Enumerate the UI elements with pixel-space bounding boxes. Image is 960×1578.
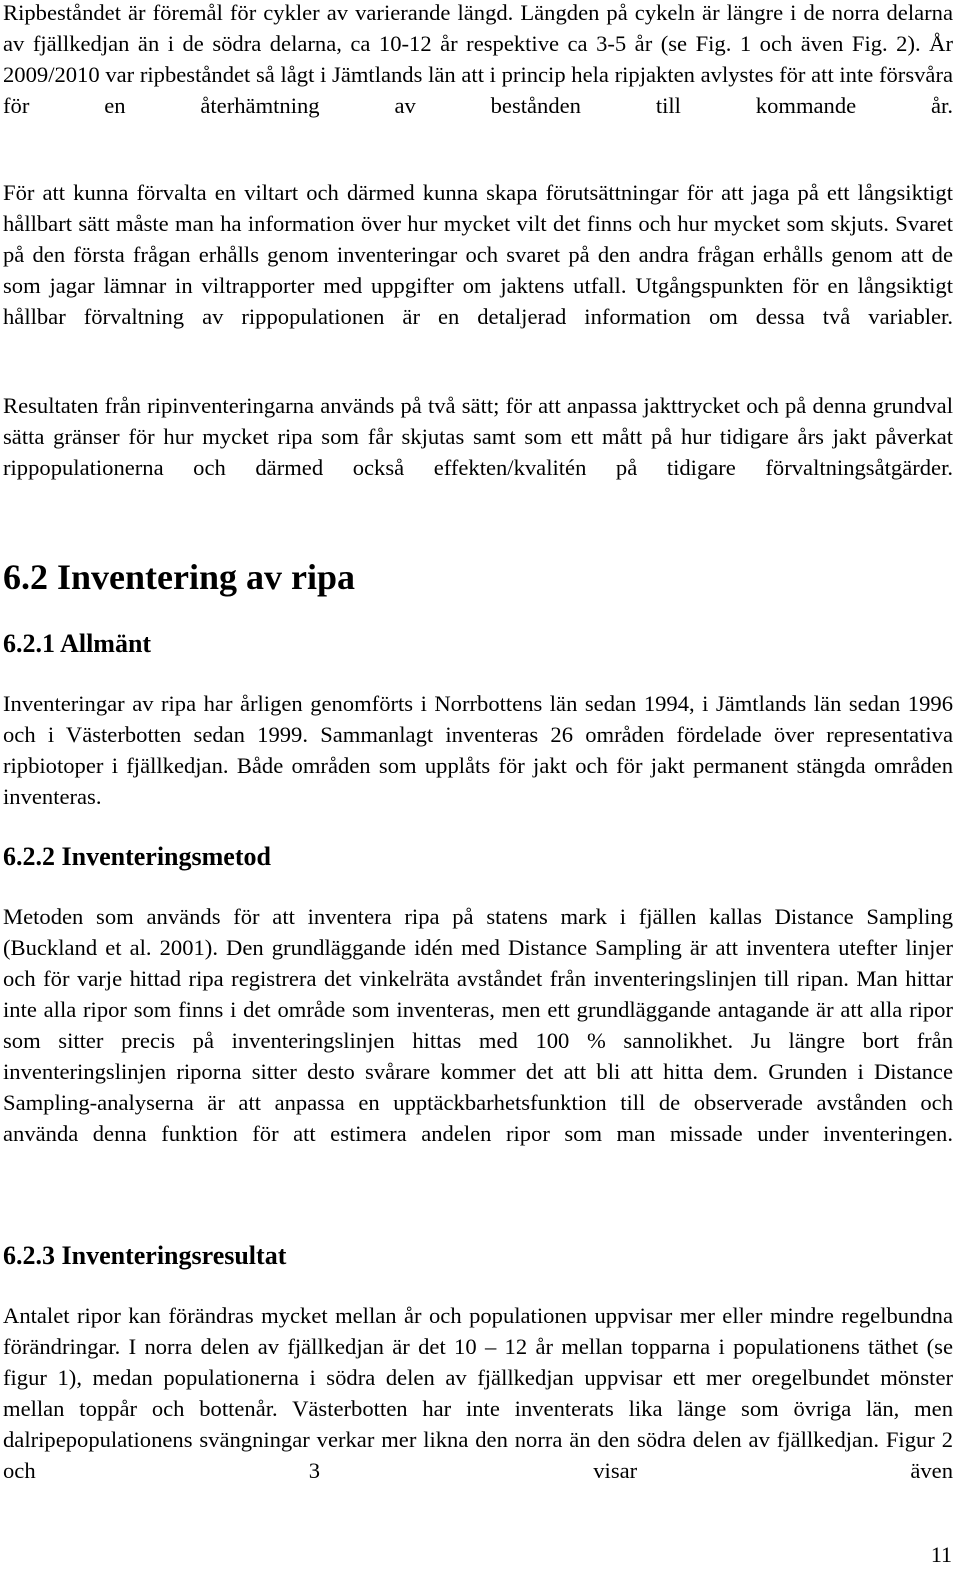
paragraph-resultaten — [3, 390, 953, 514]
paragraph-antalet — [3, 1300, 953, 1517]
body-text: Antalet ripor kan förändras mycket mellan år och populationen uppvisar mer eller mindre regelbundna förändringar. I norra delen av fjällkedjan är det 10 – 12 år mellan topparna i populationens täthet (se figur 1), medan populationerna i södra delen av fjällkedjan uppvisar ett mer oregelbundet mönster mellan toppår och bottenår. Västerbotten har inte inventerats lika länge som övriga län, men dalripepopulationens svängningar verkar mer likna den norra än den södra delen av fjällkedjan. Figur 2 och 3 visar även — [3, 1303, 953, 1483]
body-text: Resultaten från ripinventeringarna används på två sätt; för att anpassa jakttrycket och på denna grundval sätta gränser för hur mycket ripa som får skjutas samt som ett mått på hur tidigare års jakt påverkat rippopulationerna och därmed också effekten/kvalitén på tidigare förvaltningsåtgärder. — [3, 393, 953, 480]
paragraph-forvaltning — [3, 177, 953, 363]
subsection-heading-inventeringsmetod: 6.2.2 Inventeringsmetod — [3, 842, 271, 871]
body-text: För att kunna förvalta en viltart och därmed kunna skapa förutsättningar för att jaga på ett långsiktigt hållbart sätt måste man ha information över hur mycket vilt det finns och hur mycket som skjuts. Svaret på den första frågan erhålls genom inventeringar och svaret på den andra frågan erhålls genom att de som jagar lämnar in viltrapporter med uppgifter om jaktens utfall. Utgångspunkten för en långsiktigt hållbar förvaltning av rippopulationen är en detaljerad information om dessa två variabler. — [3, 180, 953, 329]
paragraph-inventeringar — [3, 688, 953, 843]
section-heading-block — [3, 555, 953, 599]
subsection-heading-block — [3, 627, 953, 661]
section-heading: 6.2 Inventering av ripa — [3, 557, 356, 597]
subsection-heading-block — [3, 1239, 953, 1273]
body-text: Ripbeståndet är föremål för cykler av varierande längd. Längden på cykeln är längre i de norra delarna av fjällkedjan än i de södra delarna, ca 10-12 år respektive ca 3-5 år (se Fig. 1 och även Fig. 2). År 2009/2010 var ripbeståndet så lågt i Jämtlands län att i princip hela ripjakten avlystes för att inte försvåra för en återhämtning av bestånden till kommande år. — [3, 0, 953, 118]
subsection-heading-inventeringsresultat: 6.2.3 Inventeringsresultat — [3, 1241, 287, 1270]
paragraph-metoden — [3, 901, 953, 1180]
subsection-heading-allmant: 6.2.1 Allmänt — [3, 629, 152, 658]
paragraph-ripbestandet — [3, 0, 953, 152]
body-text: Inventeringar av ripa har årligen genomförts i Norrbottens län sedan 1994, i Jämtlands län sedan 1996 och i Västerbotten sedan 1999. Sammanlagt inventeras 26 områden fördelade över representativa ripbiotoper i fjällkedjan. Både områden som upplåts för jakt och för jakt permanent stängda områden inventeras. — [3, 691, 953, 809]
body-text: Metoden som används för att inventera ripa på statens mark i fjällen kallas Distance Sampling (Buckland et al. 2001). Den grundläggande idén med Distance Sampling är att inventera utefter linjer och för varje hittad ripa registrera det vinkelräta avståndet från inventeringslinjen till ripan. Man hittar inte alla ripor som finns i det område som inventeras, men ett grundläggande antagande är att alla ripor som sitter precis på inventeringslinjen hittas med 100 % sannolikhet. Ju längre bort från inventeringslinjen riporna sitter desto svårare kommer det att bli att hitta dem. Grunden i Distance Sampling-analyserna är att anpassa en upptäckbarhetsfunktion till de observerade avstånden och använda denna funktion för att estimera andelen ripor som man missade under inventeringen. — [3, 904, 953, 1146]
page-number: 11 — [930, 1542, 952, 1567]
subsection-heading-block — [3, 840, 953, 874]
